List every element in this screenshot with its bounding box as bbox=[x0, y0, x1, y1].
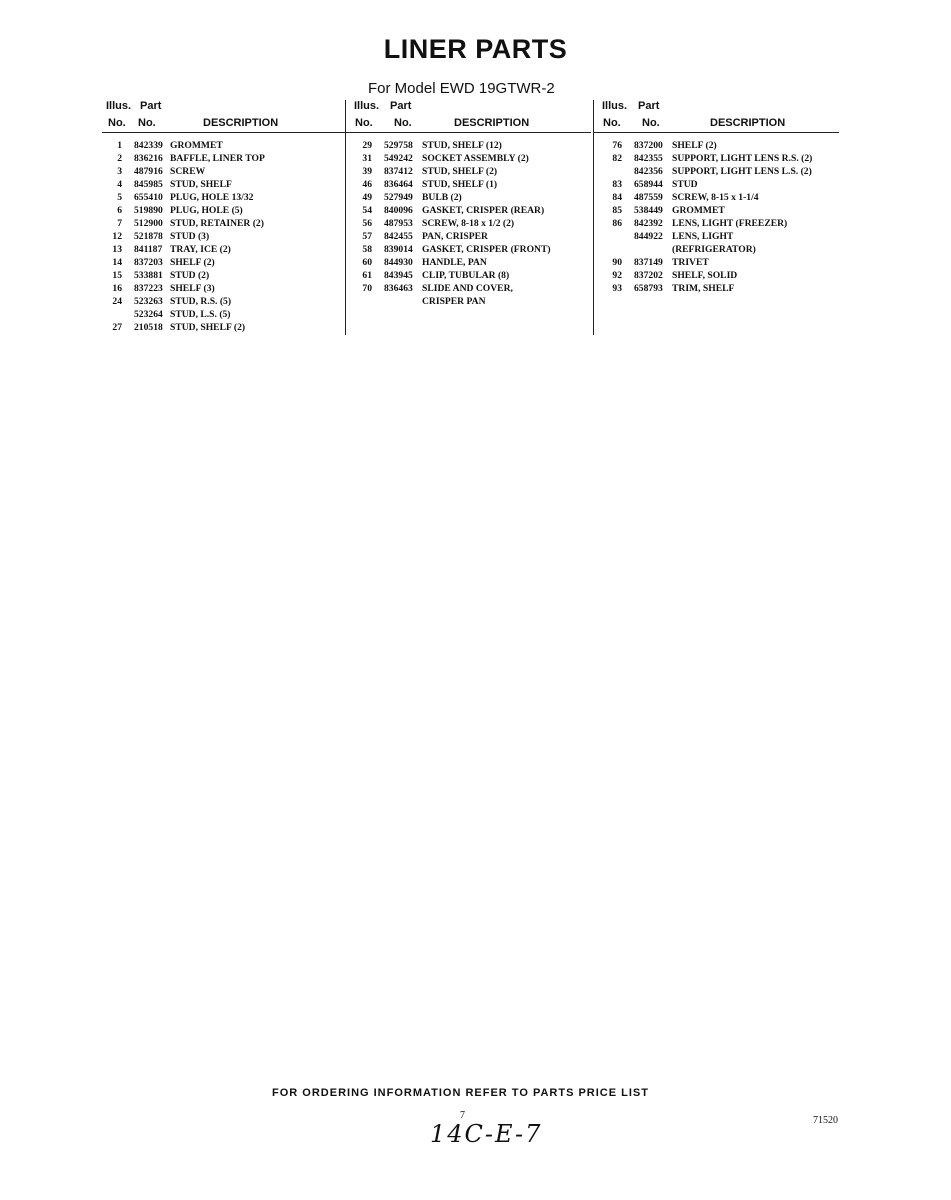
illus-number: 93 bbox=[612, 283, 622, 294]
page-number: 7 bbox=[460, 1110, 465, 1121]
part-number: 533881 bbox=[134, 270, 163, 281]
part-description: GROMMET bbox=[672, 205, 725, 216]
part-number: 837203 bbox=[134, 257, 163, 268]
part-description: STUD, R.S. (5) bbox=[170, 296, 232, 307]
illus-number bbox=[102, 308, 122, 321]
illus-number: 5 bbox=[117, 192, 122, 203]
illus-number: 86 bbox=[612, 218, 622, 229]
part-description: TRIM, SHELF bbox=[672, 283, 735, 294]
illus-number: 82 bbox=[612, 153, 622, 164]
table-row bbox=[594, 178, 839, 191]
table-row bbox=[102, 295, 347, 308]
header-illus: Illus. bbox=[354, 100, 380, 112]
part-number: 839014 bbox=[384, 244, 413, 255]
part-description: PAN, CRISPER bbox=[422, 231, 488, 242]
part-description: GASKET, CRISPER (FRONT) bbox=[422, 244, 551, 255]
part-number: 836216 bbox=[134, 153, 163, 164]
header-part: Part bbox=[390, 100, 412, 112]
table-row bbox=[102, 178, 347, 191]
parts-column-1 bbox=[102, 100, 347, 334]
table-row bbox=[102, 308, 347, 321]
header-illus-no: No. bbox=[603, 117, 621, 129]
part-description: STUD, SHELF bbox=[170, 179, 232, 190]
header-description: DESCRIPTION bbox=[710, 117, 786, 129]
part-description: STUD, RETAINER (2) bbox=[170, 218, 264, 229]
column-header bbox=[594, 100, 839, 133]
illus-number: 14 bbox=[112, 257, 122, 268]
part-description: TRAY, ICE (2) bbox=[170, 244, 231, 255]
illus-number: 29 bbox=[362, 140, 372, 151]
table-row bbox=[346, 295, 591, 308]
document-number: 71520 bbox=[813, 1115, 838, 1126]
table-row bbox=[102, 139, 347, 152]
table-row bbox=[594, 256, 839, 269]
table-row bbox=[346, 217, 591, 230]
part-description: SHELF (2) bbox=[170, 257, 215, 268]
table-row bbox=[346, 230, 591, 243]
part-number: 837202 bbox=[634, 270, 663, 281]
header-part-no: No. bbox=[394, 117, 412, 129]
part-description: SLIDE AND COVER, bbox=[422, 283, 513, 294]
part-description: SHELF (3) bbox=[170, 283, 215, 294]
column-header bbox=[102, 100, 347, 133]
illus-number: 7 bbox=[117, 218, 122, 229]
part-description: CLIP, TUBULAR (8) bbox=[422, 270, 510, 281]
part-number: 836463 bbox=[384, 283, 413, 294]
illus-number: 46 bbox=[362, 179, 372, 190]
table-row bbox=[346, 165, 591, 178]
table-row bbox=[102, 256, 347, 269]
table-row bbox=[102, 217, 347, 230]
part-description: STUD bbox=[672, 179, 698, 190]
parts-list bbox=[346, 139, 591, 308]
table-row bbox=[594, 282, 839, 295]
part-description: SOCKET ASSEMBLY (2) bbox=[422, 153, 529, 164]
header-illus: Illus. bbox=[106, 100, 132, 112]
header-part: Part bbox=[638, 100, 660, 112]
part-description: SHELF (2) bbox=[672, 140, 717, 151]
illus-number bbox=[594, 165, 622, 178]
illus-number bbox=[594, 243, 622, 256]
illus-number bbox=[594, 230, 622, 243]
part-number: 538449 bbox=[634, 205, 663, 216]
column-header bbox=[346, 100, 591, 133]
illus-number: 60 bbox=[362, 257, 372, 268]
part-number: 523264 bbox=[134, 309, 163, 320]
part-number: 487916 bbox=[134, 166, 163, 177]
illus-number: 1 bbox=[117, 140, 122, 151]
part-number: 845985 bbox=[134, 179, 163, 190]
illus-number: 61 bbox=[362, 270, 372, 281]
illus-number: 12 bbox=[112, 231, 122, 242]
table-row bbox=[102, 191, 347, 204]
part-number bbox=[372, 295, 420, 308]
parts-list bbox=[594, 139, 839, 295]
part-description: LENS, LIGHT bbox=[672, 231, 734, 242]
part-number: 487953 bbox=[384, 218, 413, 229]
part-number: 521878 bbox=[134, 231, 163, 242]
illus-number: 24 bbox=[112, 296, 122, 307]
model-subtitle: For Model EWD 19GTWR-2 bbox=[368, 80, 555, 97]
part-description: PLUG, HOLE (5) bbox=[170, 205, 243, 216]
table-row bbox=[102, 269, 347, 282]
part-description: STUD (3) bbox=[170, 231, 210, 242]
illus-number: 2 bbox=[117, 153, 122, 164]
illus-number: 92 bbox=[612, 270, 622, 281]
part-number: 842355 bbox=[634, 153, 663, 164]
table-row bbox=[102, 282, 347, 295]
illus-number: 58 bbox=[362, 244, 372, 255]
illus-number: 49 bbox=[362, 192, 372, 203]
illus-number bbox=[346, 295, 372, 308]
part-number: 487559 bbox=[634, 192, 663, 203]
page-title: LINER PARTS bbox=[383, 34, 568, 64]
header-part: Part bbox=[140, 100, 162, 112]
part-description: CRISPER PAN bbox=[422, 296, 486, 307]
part-number: 842392 bbox=[634, 218, 663, 229]
part-description: BULB (2) bbox=[422, 192, 462, 203]
parts-list bbox=[102, 139, 347, 334]
ordering-footer: FOR ORDERING INFORMATION REFER TO PARTS PRICE LIST bbox=[272, 1087, 649, 1099]
part-description: PLUG, HOLE 13/32 bbox=[170, 192, 254, 203]
header-part-no: No. bbox=[642, 117, 660, 129]
handwritten-note: 14C-E-7 bbox=[430, 1120, 543, 1148]
part-description: SCREW bbox=[170, 166, 206, 177]
part-number: 527949 bbox=[384, 192, 413, 203]
illus-number: 54 bbox=[362, 205, 372, 216]
illus-number: 57 bbox=[362, 231, 372, 242]
illus-number: 56 bbox=[362, 218, 372, 229]
table-row bbox=[102, 165, 347, 178]
table-row bbox=[594, 243, 839, 256]
table-row bbox=[102, 230, 347, 243]
illus-number: 90 bbox=[612, 257, 622, 268]
header-part-no: No. bbox=[138, 117, 156, 129]
header-illus-no: No. bbox=[108, 117, 126, 129]
illus-number: 3 bbox=[117, 166, 122, 177]
illus-number: 4 bbox=[117, 179, 122, 190]
part-description: LENS, LIGHT (FREEZER) bbox=[672, 218, 788, 229]
header-description: DESCRIPTION bbox=[454, 117, 530, 129]
illus-number: 85 bbox=[612, 205, 622, 216]
illus-number: 31 bbox=[362, 153, 372, 164]
part-number: 529758 bbox=[384, 140, 413, 151]
part-description: STUD, SHELF (1) bbox=[422, 179, 498, 190]
part-description: SHELF, SOLID bbox=[672, 270, 738, 281]
part-number: 519890 bbox=[134, 205, 163, 216]
part-number: 837412 bbox=[384, 166, 413, 177]
illus-number: 84 bbox=[612, 192, 622, 203]
header-illus: Illus. bbox=[602, 100, 628, 112]
part-number: 658793 bbox=[634, 283, 663, 294]
table-row bbox=[102, 204, 347, 217]
part-number: 836464 bbox=[384, 179, 413, 190]
parts-column-2 bbox=[345, 100, 591, 335]
part-description: STUD, L.S. (5) bbox=[170, 309, 231, 320]
illus-number: 6 bbox=[117, 205, 122, 216]
part-number: 844922 bbox=[634, 231, 663, 242]
table-row bbox=[594, 217, 839, 230]
table-row bbox=[594, 139, 839, 152]
illus-number: 83 bbox=[612, 179, 622, 190]
part-number: 837149 bbox=[634, 257, 663, 268]
part-number: 843945 bbox=[384, 270, 413, 281]
illus-number: 13 bbox=[112, 244, 122, 255]
part-number: 655410 bbox=[134, 192, 163, 203]
part-number: 549242 bbox=[384, 153, 413, 164]
table-row bbox=[102, 321, 347, 334]
part-number: 840096 bbox=[384, 205, 413, 216]
part-number: 837223 bbox=[134, 283, 163, 294]
part-number: 658944 bbox=[634, 179, 663, 190]
illus-number: 39 bbox=[362, 166, 372, 177]
part-description: HANDLE, PAN bbox=[422, 257, 487, 268]
part-number: 842339 bbox=[134, 140, 163, 151]
part-description: GROMMET bbox=[170, 140, 223, 151]
table-row bbox=[594, 230, 839, 243]
part-description: (REFRIGERATOR) bbox=[672, 244, 756, 255]
part-number: 837200 bbox=[634, 140, 663, 151]
part-description: TRIVET bbox=[672, 257, 709, 268]
table-row bbox=[102, 152, 347, 165]
part-description: STUD, SHELF (2) bbox=[422, 166, 498, 177]
header-illus-no: No. bbox=[355, 117, 373, 129]
part-number: 842356 bbox=[634, 166, 663, 177]
table-row bbox=[346, 152, 591, 165]
part-description: SUPPORT, LIGHT LENS L.S. (2) bbox=[672, 166, 812, 177]
table-row bbox=[594, 191, 839, 204]
illus-number: 15 bbox=[112, 270, 122, 281]
table-row bbox=[346, 139, 591, 152]
part-number: 523263 bbox=[134, 296, 163, 307]
part-description: GASKET, CRISPER (REAR) bbox=[422, 205, 545, 216]
illus-number: 27 bbox=[112, 322, 122, 333]
illus-number: 70 bbox=[362, 283, 372, 294]
part-number: 844930 bbox=[384, 257, 413, 268]
table-row bbox=[346, 269, 591, 282]
part-description: SUPPORT, LIGHT LENS R.S. (2) bbox=[672, 153, 813, 164]
table-row bbox=[594, 165, 839, 178]
table-row bbox=[346, 178, 591, 191]
part-number: 842455 bbox=[384, 231, 413, 242]
illus-number: 76 bbox=[612, 140, 622, 151]
table-row bbox=[346, 204, 591, 217]
table-row bbox=[346, 256, 591, 269]
table-row bbox=[594, 204, 839, 217]
part-number: 512900 bbox=[134, 218, 163, 229]
header-description: DESCRIPTION bbox=[203, 117, 279, 129]
parts-column-3 bbox=[593, 100, 839, 335]
table-row bbox=[346, 191, 591, 204]
part-description: STUD, SHELF (2) bbox=[170, 322, 246, 333]
table-row bbox=[346, 243, 591, 256]
table-row bbox=[594, 269, 839, 282]
part-number bbox=[622, 243, 670, 256]
table-row bbox=[594, 152, 839, 165]
part-description: STUD, SHELF (12) bbox=[422, 140, 502, 151]
part-description: STUD (2) bbox=[170, 270, 210, 281]
part-number: 841187 bbox=[134, 244, 163, 255]
part-number: 210518 bbox=[134, 322, 163, 333]
table-row bbox=[102, 243, 347, 256]
part-description: SCREW, 8-15 x 1-1/4 bbox=[672, 192, 759, 203]
illus-number: 16 bbox=[112, 283, 122, 294]
part-description: SCREW, 8-18 x 1/2 (2) bbox=[422, 218, 515, 229]
part-description: BAFFLE, LINER TOP bbox=[170, 153, 265, 164]
table-row bbox=[346, 282, 591, 295]
